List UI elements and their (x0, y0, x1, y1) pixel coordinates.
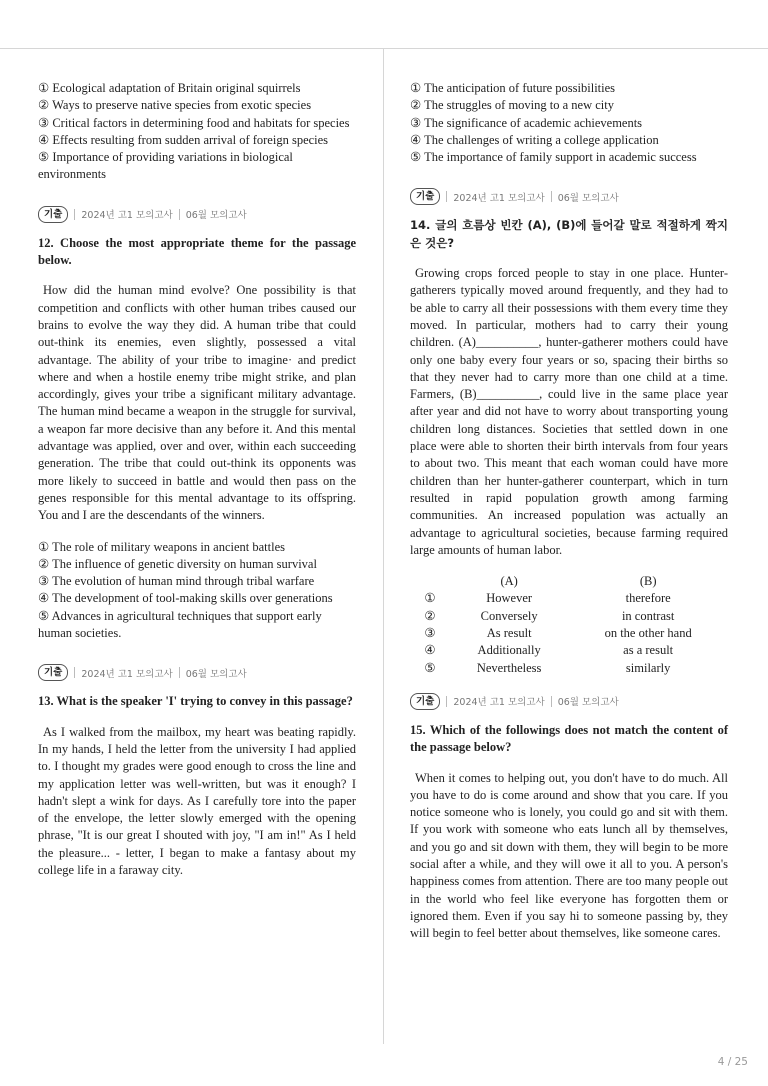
choice-number: ④ (424, 643, 436, 658)
passage-13: As I walked from the mailbox, my heart was beating rapidly. In my hands, I held the letter from the university I had applied to. I thought my grades were good enough to cross the line and my application letter was well-written, but was it enough? I hadn't slept a wink for days. As I carefully tore into the paper of the envelope, the letter slowly emerged with the opening phrase, "It is our great I shouted with joy, "I am in!" As I held the pleasure... - letter, I began to make a fantasy about my college life in a faraway city. (38, 724, 356, 877)
option: ② The influence of genetic diversity on human survival (38, 556, 317, 571)
separator (446, 696, 447, 707)
passage-14: Growing crops forced people to stay in one place. Hunter-gatherers typically moved around frequently, and they had to be able to carry all their possessions with them every time they moved. In particular, mothers had to carry their young children. (A)__________, hunter-gatherer mothers could have only one baby every four years or so, spacing their births so that they never had to carry more than one child at a time. Farmers, (B)__________, could live in the same place year after year and did not have to worry about transporting young children long distances. Societies that settled down in one place were able to shorten their birth intervals from four years to about two. This meant that each woman could have more children than her hunter-gatherer counterpart, which in turn resulted in rapid population growth among farming communities. An increased population was actually an advantage to agricultural societies, because farming required large amounts of human labor. (410, 266, 728, 557)
source-year: 2024년 고1 모의고사 (453, 697, 545, 709)
question-title-15: 15. Which of the followings does not match the content of the passage below? (410, 722, 728, 755)
page-number: 4 / 25 (717, 1056, 748, 1068)
option: ② Ways to preserve native species from exotic species (38, 98, 312, 113)
question-source-14 (410, 188, 728, 205)
option: ③ The significance of academic achievements (410, 115, 643, 130)
choice-b: as a result (623, 643, 674, 658)
separator (551, 191, 552, 202)
column-a-header: (A) (500, 574, 518, 589)
choice-a: Additionally (477, 643, 541, 658)
question-title-13: 13. What is the speaker 'I' trying to convey in this passage? (38, 694, 353, 709)
choice-a: However (486, 591, 533, 606)
choice-b: similarly (625, 660, 671, 675)
choice-number: ③ (424, 626, 436, 641)
answer-row (410, 590, 728, 607)
option: ④ The challenges of writing a college application (410, 132, 659, 147)
source-badge: 기출 (410, 188, 440, 205)
choice-number: ⑤ (424, 660, 436, 675)
source-exam: 06월 모의고사 (557, 697, 619, 709)
separator (74, 667, 75, 678)
source-badge: 기출 (410, 693, 440, 710)
option: ④ The development of tool-making skills over generations (38, 591, 333, 606)
answer-table-14 (410, 573, 728, 677)
header-rule (0, 48, 768, 49)
source-exam: 06월 모의고사 (185, 210, 247, 222)
answer-row (410, 642, 728, 659)
option: ③ The evolution of human mind through tribal warfare (38, 574, 315, 589)
choice-number: ② (424, 608, 436, 623)
separator (179, 209, 180, 220)
choice-b: on the other hand (604, 626, 692, 641)
option: ⑤ The importance of family support in academic success (410, 150, 697, 165)
source-year: 2024년 고1 모의고사 (81, 210, 173, 222)
option: ① The role of military weapons in ancient battles (38, 539, 286, 554)
question-options-13 (410, 80, 728, 166)
question-source-13 (38, 664, 356, 681)
question-source-15 (410, 693, 728, 710)
option: ② The struggles of moving to a new city (410, 98, 614, 113)
question-title-14: 14. 글의 흐름상 빈칸 (A), (B)에 들어갈 말로 적절하게 짝지은 것은? (410, 218, 728, 250)
source-exam: 06월 모의고사 (185, 668, 247, 680)
prev-question-options (38, 80, 356, 184)
choice-b: in contrast (621, 608, 675, 623)
question-title-12: 12. Choose the most appropriate theme for the passage below. (38, 235, 356, 268)
answer-row (410, 625, 728, 642)
right-column (410, 80, 728, 956)
choice-number: ① (424, 591, 436, 606)
source-exam: 06월 모의고사 (557, 192, 619, 204)
choice-b: therefore (625, 591, 671, 606)
source-year: 2024년 고1 모의고사 (453, 192, 545, 204)
source-badge: 기출 (38, 206, 68, 223)
option: ① The anticipation of future possibilities (410, 81, 616, 95)
question-source-12 (38, 206, 356, 223)
option: ① Ecological adaptation of Britain original squirrels (38, 81, 301, 95)
option: ③ Critical factors in determining food and habitats for species (38, 115, 350, 130)
answer-table-header (410, 573, 728, 590)
left-column (38, 80, 356, 893)
choice-a: Conversely (480, 608, 538, 623)
option: ⑤ Advances in agricultural techniques that support early human societies. (38, 608, 322, 641)
option: ④ Effects resulting from sudden arrival of foreign species (38, 132, 329, 147)
answer-row (410, 608, 728, 625)
column-b-header: (B) (639, 574, 657, 589)
question-options-12 (38, 539, 356, 643)
separator (179, 667, 180, 678)
separator (446, 191, 447, 202)
source-year: 2024년 고1 모의고사 (81, 668, 173, 680)
choice-a: Nevertheless (476, 660, 542, 675)
answer-row (410, 660, 728, 677)
separator (74, 209, 75, 220)
passage-15: When it comes to helping out, you don't have to do much. All you have to do is come around and show that you care. If you notice someone who is lonely, you could go and sit with them. If you work with someone who eats lunch all by themselves, and you go and sit down with them, they will begin to be more social after a while, and they will owe it all to you. A person's happiness comes from attention. There are too many people out in the world who feel like everyone has forgotten them or ignored them. Even if you say hi to someone passing by, they will begin to feel better about themselves, like someone cares. (410, 770, 728, 941)
source-badge: 기출 (38, 664, 68, 681)
passage-12: How did the human mind evolve? One possibility is that competition and conflicts with other human tribes caused our brains to evolve the way they did. A human tribe that could out-think its enemies, even slightly, possessed a vital advantage. The ability of your tribe to imagine· and predict where and when a hostile enemy tribe might strike, and plan accordingly, gives your tribe a significant military advantage. The human mind became a weapon in the struggle for survival, a weapon far more decisive than any before it. And this mental advantage was applied, over and over, within each succeeding generation. The tribe that could out-think its opponents was more likely to succeed in battle and would then pass on the genes responsible for this mental advantage to its offspring. You and I are the descendants of the winners. (38, 283, 356, 523)
choice-a: As result (486, 626, 532, 641)
column-divider (383, 49, 384, 1044)
separator (551, 696, 552, 707)
option: ⑤ Importance of providing variations in biological environments (38, 150, 293, 182)
